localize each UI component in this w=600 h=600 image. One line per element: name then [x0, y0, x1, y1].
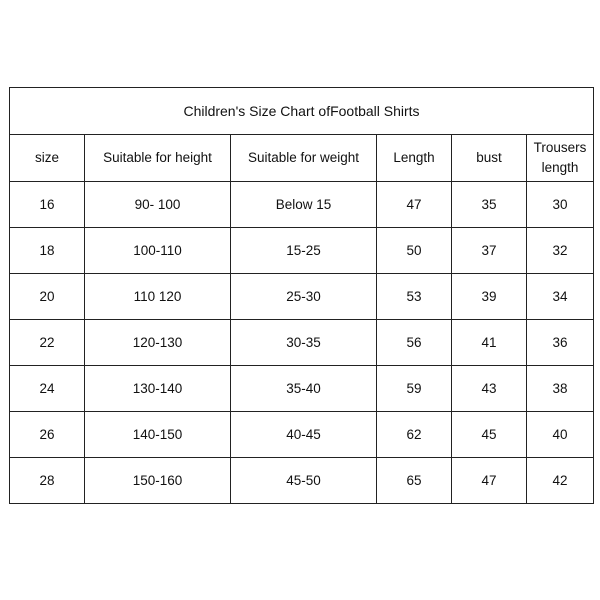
header-row	[10, 135, 594, 182]
cell-size: 24	[10, 366, 85, 412]
cell-bust: 43	[452, 366, 527, 412]
table-row	[10, 228, 594, 274]
header-trousers-line1: Trousers	[533, 140, 587, 156]
cell-length: 47	[377, 182, 452, 228]
cell-bust: 41	[452, 320, 527, 366]
cell-size: 22	[10, 320, 85, 366]
cell-weight: 45-50	[231, 458, 377, 504]
table-row	[10, 366, 594, 412]
header-trousers-length	[527, 135, 594, 182]
cell-size: 18	[10, 228, 85, 274]
cell-trousers: 38	[527, 366, 594, 412]
title-row	[10, 88, 594, 135]
cell-weight: 35-40	[231, 366, 377, 412]
cell-height: 90- 100	[85, 182, 231, 228]
cell-size: 28	[10, 458, 85, 504]
cell-trousers: 36	[527, 320, 594, 366]
cell-bust: 39	[452, 274, 527, 320]
cell-bust: 35	[452, 182, 527, 228]
cell-height: 110 120	[85, 274, 231, 320]
cell-length: 59	[377, 366, 452, 412]
cell-weight: Below 15	[231, 182, 377, 228]
header-size: size	[10, 135, 85, 182]
header-bust: bust	[452, 135, 527, 182]
chart-title: Children's Size Chart ofFootball Shirts	[10, 88, 594, 135]
cell-length: 65	[377, 458, 452, 504]
header-height: Suitable for height	[85, 135, 231, 182]
table-row	[10, 182, 594, 228]
cell-height: 140-150	[85, 412, 231, 458]
cell-bust: 47	[452, 458, 527, 504]
header-weight: Suitable for weight	[231, 135, 377, 182]
cell-bust: 45	[452, 412, 527, 458]
cell-size: 20	[10, 274, 85, 320]
cell-size: 26	[10, 412, 85, 458]
cell-height: 100-110	[85, 228, 231, 274]
cell-weight: 40-45	[231, 412, 377, 458]
cell-height: 120-130	[85, 320, 231, 366]
cell-length: 53	[377, 274, 452, 320]
table-row	[10, 412, 594, 458]
cell-bust: 37	[452, 228, 527, 274]
cell-weight: 30-35	[231, 320, 377, 366]
table-row	[10, 274, 594, 320]
header-trousers-line2: length	[541, 160, 579, 175]
cell-height: 150-160	[85, 458, 231, 504]
size-chart-table	[9, 87, 594, 504]
cell-height: 130-140	[85, 366, 231, 412]
cell-trousers: 40	[527, 412, 594, 458]
cell-length: 50	[377, 228, 452, 274]
table-row	[10, 320, 594, 366]
cell-trousers: 42	[527, 458, 594, 504]
cell-length: 62	[377, 412, 452, 458]
table-row	[10, 458, 594, 504]
cell-length: 56	[377, 320, 452, 366]
cell-trousers: 32	[527, 228, 594, 274]
cell-size: 16	[10, 182, 85, 228]
cell-weight: 25-30	[231, 274, 377, 320]
cell-trousers: 34	[527, 274, 594, 320]
header-length: Length	[377, 135, 452, 182]
cell-weight: 15-25	[231, 228, 377, 274]
cell-trousers: 30	[527, 182, 594, 228]
